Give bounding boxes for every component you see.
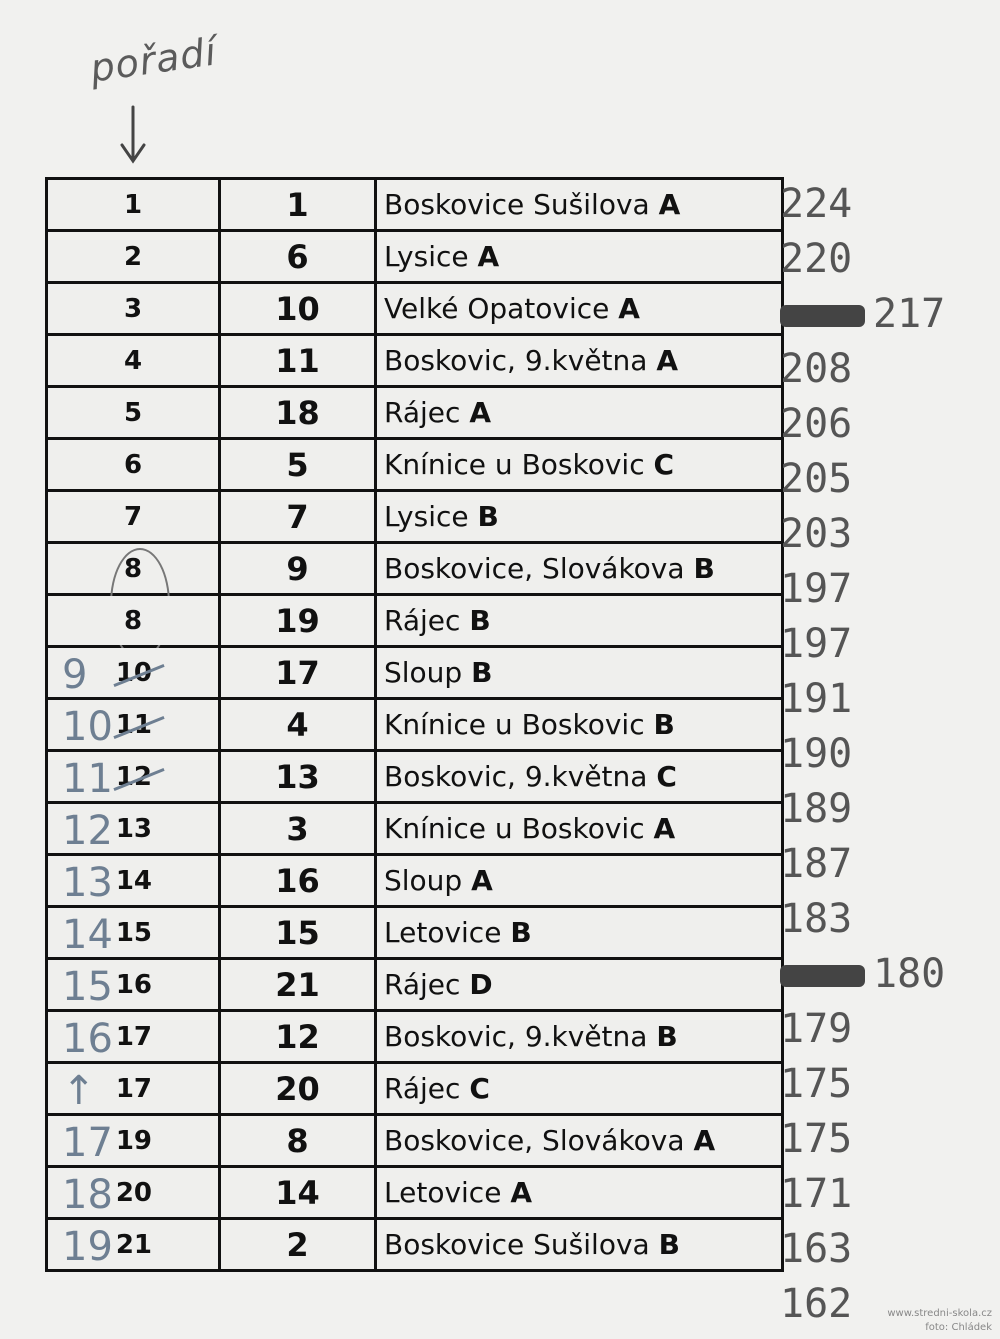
- team-name-cell: [376, 543, 783, 595]
- handwritten-score: [780, 1226, 852, 1280]
- team-name-cell: [376, 907, 783, 959]
- team-letter: B: [653, 708, 675, 741]
- team-letter: A: [693, 1124, 716, 1157]
- team-name-cell: [376, 1115, 783, 1167]
- arrow-down-icon: [118, 105, 148, 165]
- rank-original: 12: [115, 761, 152, 792]
- team-name: Letovice: [384, 1176, 502, 1209]
- handwritten-score: [780, 1061, 852, 1115]
- rank-corrected-handwritten: 18: [62, 1172, 113, 1218]
- score-value: 217: [873, 291, 946, 337]
- team-name: Letovice: [384, 916, 502, 949]
- team-number-cell: 21: [220, 959, 376, 1011]
- team-number-cell: 12: [220, 1011, 376, 1063]
- score-value: 205: [780, 456, 853, 502]
- rank-original: 3: [123, 293, 143, 324]
- rank-original: 20: [115, 1177, 152, 1208]
- rank-cell: [47, 751, 220, 803]
- team-name: Boskovice, Slovákova: [384, 1124, 685, 1157]
- team-name: Lysice: [384, 240, 469, 273]
- score-value: 220: [780, 236, 853, 282]
- handwritten-score: [780, 346, 852, 400]
- rank-corrected-handwritten: 11: [62, 756, 113, 802]
- score-value: 203: [780, 511, 853, 557]
- team-name: Boskovice Sušilova: [384, 1228, 650, 1261]
- table-row: [47, 959, 783, 1011]
- team-letter: B: [469, 604, 491, 637]
- rank-cell: [47, 491, 220, 543]
- team-name-cell: [376, 335, 783, 387]
- team-name-cell: [376, 647, 783, 699]
- handwritten-score: [780, 896, 852, 950]
- table-row: [47, 491, 783, 543]
- team-number-cell: 3: [220, 803, 376, 855]
- handwritten-score: [780, 401, 852, 455]
- team-name-cell: [376, 439, 783, 491]
- handwritten-score: [780, 786, 852, 840]
- rank-original: 15: [115, 917, 152, 948]
- rank-cell: [47, 1011, 220, 1063]
- score-value: 171: [780, 1171, 853, 1217]
- table-row: [47, 179, 783, 231]
- table-row: [47, 1219, 783, 1271]
- rank-cell: [47, 335, 220, 387]
- table-row: [47, 439, 783, 491]
- team-name: Knínice u Boskovic: [384, 448, 645, 481]
- rank-original: 8: [123, 553, 143, 584]
- handwritten-score: [780, 1116, 852, 1170]
- team-letter: A: [469, 396, 491, 429]
- team-name: Boskovic, 9.května: [384, 760, 648, 793]
- team-name-cell: [376, 959, 783, 1011]
- watermark-photo-credit: foto: Chládek: [925, 1322, 992, 1333]
- team-number-cell: 10: [220, 283, 376, 335]
- table-row: [47, 907, 783, 959]
- team-letter: B: [656, 1020, 678, 1053]
- team-name: Knínice u Boskovic: [384, 708, 645, 741]
- team-letter: A: [618, 292, 640, 325]
- table-row: [47, 231, 783, 283]
- rank-original: 4: [123, 345, 143, 376]
- team-number-cell: 18: [220, 387, 376, 439]
- rank-original: 16: [115, 969, 152, 1000]
- table-row: [47, 387, 783, 439]
- heading-note: pořadí: [87, 29, 220, 91]
- team-name: Rájec: [384, 396, 461, 429]
- team-name: Velké Opatovice: [384, 292, 610, 325]
- handwritten-score: [780, 1281, 852, 1335]
- team-number-cell: 7: [220, 491, 376, 543]
- rank-original: 1: [123, 189, 143, 220]
- team-name-cell: [376, 231, 783, 283]
- handwritten-score: [780, 511, 852, 565]
- rank-original: 10: [115, 657, 152, 688]
- score-value: 175: [780, 1061, 853, 1107]
- handwritten-score: [780, 291, 945, 345]
- team-name: Rájec: [384, 968, 461, 1001]
- team-number-cell: 13: [220, 751, 376, 803]
- team-letter: B: [658, 1228, 680, 1261]
- rank-corrected-handwritten: 19: [62, 1224, 113, 1270]
- rank-corrected-handwritten: 9: [62, 652, 88, 698]
- handwritten-score: [780, 676, 852, 730]
- score-value: 162: [780, 1281, 853, 1327]
- rank-corrected-handwritten: ↑: [62, 1068, 96, 1114]
- team-letter: A: [510, 1176, 532, 1209]
- handwritten-score: [780, 566, 852, 620]
- table-row: [47, 1167, 783, 1219]
- rank-corrected-handwritten: 10: [62, 704, 113, 750]
- team-number-cell: 5: [220, 439, 376, 491]
- team-letter: B: [477, 500, 499, 533]
- team-name-cell: [376, 179, 783, 231]
- team-name: Boskovic, 9.května: [384, 344, 648, 377]
- rank-original: 14: [115, 865, 152, 896]
- team-number-cell: 20: [220, 1063, 376, 1115]
- score-value: 197: [780, 566, 853, 612]
- handwritten-score: [780, 621, 852, 675]
- team-letter: A: [653, 812, 676, 845]
- rank-corrected-handwritten: 17: [62, 1120, 113, 1166]
- team-name: Lysice: [384, 500, 469, 533]
- watermark-site: www.stredni-skola.cz: [887, 1308, 992, 1319]
- score-value: 163: [780, 1226, 853, 1272]
- team-letter: A: [656, 344, 679, 377]
- rank-cell: [47, 959, 220, 1011]
- table-row: [47, 1115, 783, 1167]
- rank-original: 17: [115, 1021, 152, 1052]
- table-row: [47, 803, 783, 855]
- rank-cell: [47, 1167, 220, 1219]
- team-name-cell: [376, 595, 783, 647]
- team-number-cell: 8: [220, 1115, 376, 1167]
- results-table: [45, 177, 784, 1272]
- rank-cell: [47, 1219, 220, 1271]
- score-value: 224: [780, 181, 853, 227]
- rank-corrected-handwritten: 13: [62, 860, 113, 906]
- handwritten-score: [780, 951, 945, 1005]
- rank-corrected-handwritten: 14: [62, 912, 113, 958]
- table-row: [47, 283, 783, 335]
- rank-original: 21: [115, 1229, 152, 1260]
- rank-cell: [47, 855, 220, 907]
- handwritten-score: [780, 731, 852, 785]
- table-row: [47, 1011, 783, 1063]
- rank-cell: [47, 1115, 220, 1167]
- handwritten-score: [780, 236, 852, 290]
- team-letter: B: [693, 552, 715, 585]
- rank-cell: [47, 1063, 220, 1115]
- rank-cell: [47, 907, 220, 959]
- table-row: [47, 595, 783, 647]
- team-name-cell: [376, 1219, 783, 1271]
- table-row: [47, 647, 783, 699]
- team-name-cell: [376, 283, 783, 335]
- rank-original: 6: [123, 449, 143, 480]
- team-name: Boskovice Sušilova: [384, 188, 650, 221]
- rank-cell: [47, 439, 220, 491]
- rank-original: 11: [115, 709, 152, 740]
- score-value: 187: [780, 841, 853, 887]
- team-name-cell: [376, 491, 783, 543]
- team-letter: C: [469, 1072, 490, 1105]
- rank-cell: [47, 231, 220, 283]
- rank-original: 2: [123, 241, 143, 272]
- team-letter: B: [510, 916, 532, 949]
- team-number-cell: 9: [220, 543, 376, 595]
- team-name-cell: [376, 387, 783, 439]
- rank-corrected-handwritten: 12: [62, 808, 113, 854]
- team-number-cell: 4: [220, 699, 376, 751]
- score-value: 175: [780, 1116, 853, 1162]
- team-name-cell: [376, 751, 783, 803]
- team-name: Rájec: [384, 604, 461, 637]
- rank-cell: [47, 179, 220, 231]
- team-letter: A: [658, 188, 681, 221]
- team-letter: D: [469, 968, 493, 1001]
- team-number-cell: 14: [220, 1167, 376, 1219]
- team-name-cell: [376, 1011, 783, 1063]
- score-value: 179: [780, 1006, 853, 1052]
- handwritten-score: [780, 841, 852, 895]
- team-name: Boskovic, 9.května: [384, 1020, 648, 1053]
- team-letter: A: [477, 240, 500, 273]
- table-row: [47, 335, 783, 387]
- table-row: [47, 751, 783, 803]
- team-name: Knínice u Boskovic: [384, 812, 645, 845]
- rank-original: 8: [123, 605, 143, 636]
- watermark: [887, 1307, 992, 1335]
- team-number-cell: 15: [220, 907, 376, 959]
- rank-original: 13: [115, 813, 152, 844]
- team-number-cell: 11: [220, 335, 376, 387]
- team-name: Boskovice, Slovákova: [384, 552, 685, 585]
- rank-cell: [47, 387, 220, 439]
- handwritten-score: [780, 1006, 852, 1060]
- score-value: 180: [873, 951, 946, 997]
- crossed-out-score: [780, 965, 865, 987]
- team-name-cell: [376, 1063, 783, 1115]
- table-row: [47, 1063, 783, 1115]
- team-name-cell: [376, 803, 783, 855]
- results-table-body: [47, 179, 783, 1271]
- rank-cell: [47, 283, 220, 335]
- team-number-cell: 6: [220, 231, 376, 283]
- team-name: Sloup: [384, 864, 463, 897]
- score-value: 183: [780, 896, 853, 942]
- team-number-cell: 16: [220, 855, 376, 907]
- score-value: 191: [780, 676, 853, 722]
- team-name-cell: [376, 855, 783, 907]
- team-name-cell: [376, 1167, 783, 1219]
- team-number-cell: 19: [220, 595, 376, 647]
- team-letter: C: [653, 448, 675, 481]
- rank-cell: [47, 543, 220, 595]
- rank-original: 7: [123, 501, 143, 532]
- team-number-cell: 2: [220, 1219, 376, 1271]
- score-value: 208: [780, 346, 853, 392]
- team-name: Rájec: [384, 1072, 461, 1105]
- score-value: 190: [780, 731, 853, 777]
- team-number-cell: 1: [220, 179, 376, 231]
- handwritten-score: [780, 456, 852, 510]
- rank-cell: [47, 803, 220, 855]
- team-name-cell: [376, 699, 783, 751]
- rank-original: 17: [115, 1073, 152, 1104]
- handwritten-score: [780, 1171, 852, 1225]
- table-row: [47, 699, 783, 751]
- team-letter: C: [656, 760, 677, 793]
- score-value: 206: [780, 401, 853, 447]
- rank-cell: [47, 699, 220, 751]
- rank-original: 19: [115, 1125, 152, 1156]
- rank-corrected-handwritten: 15: [62, 964, 113, 1010]
- rank-original: 5: [123, 397, 143, 428]
- rank-corrected-handwritten: 16: [62, 1016, 113, 1062]
- score-value: 197: [780, 621, 853, 667]
- team-letter: B: [471, 656, 493, 689]
- team-letter: A: [471, 864, 493, 897]
- table-row: [47, 855, 783, 907]
- rank-cell: [47, 647, 220, 699]
- team-name: Sloup: [384, 656, 463, 689]
- score-value: 189: [780, 786, 853, 832]
- rank-cell: [47, 595, 220, 647]
- team-number-cell: 17: [220, 647, 376, 699]
- crossed-out-score: [780, 305, 865, 327]
- table-row: [47, 543, 783, 595]
- handwritten-score: [780, 181, 852, 235]
